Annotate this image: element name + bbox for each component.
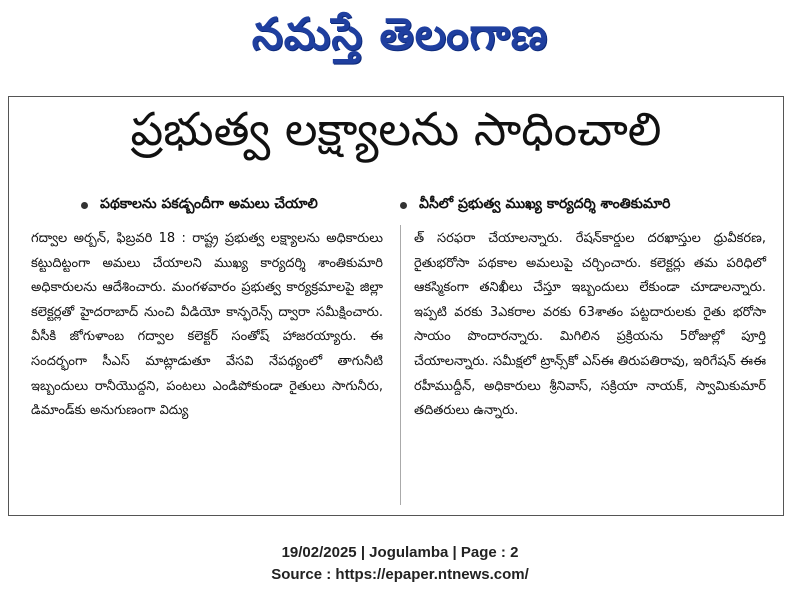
article-column-left <box>31 227 383 505</box>
masthead-title: నమస్తే తెలంగాణ <box>251 9 549 60</box>
subheads <box>9 191 783 219</box>
bullet-icon <box>400 202 407 209</box>
subhead-right-text: వీసీలో ప్రభుత్వ ముఖ్య కార్యదర్శి శాంతికుమారి <box>419 195 671 212</box>
article-column-right <box>414 227 766 505</box>
article-column-right-text: త్ సరఫరా చేయాలన్నారు. రేషన్‌కార్డుల దరఖాస్తుల ధ్రువీకరణ, రైతుభరోసా పథకాల అమలుపై చర్చించారు. కలెక్టర్లు తమ పరిధిలో ఆకస్మికంగా తనిఖీలు చేస్తూ ఇబ్బందులు లేకుండా చూడాలన్నారు. ఇప్పటి వరకు 3ఎకరాల వరకు 63శాతం పట్టదారులకు రైతు భరోసా సాయం పొందారన్నారు. మిగిలిన ప్రక్రియను 5రోజుల్లో పూర్తి చేయాలన్నారు. సమీక్షలో ట్రాన్స్‌కో ఎస్‌ఈ తిరుపతిరావు, ఇరిగేషన్ ఈఈ రహీముద్దీన్, అధికారులు శ్రీనివాస్, సక్రియా నాయక్, స్వామికుమార్ తదితరులు ఉన్నారు. <box>414 231 766 419</box>
subhead-left-text: పథకాలను పకడ్బందీగా అమలు చేయాలి <box>100 195 318 212</box>
article-headline-block <box>9 102 783 165</box>
article-body <box>31 227 766 505</box>
article-headline: ప్రభుత్వ లక్ష్యాలను సాధించాలి <box>130 102 662 156</box>
footer-source: Source : https://epaper.ntnews.com/ <box>271 566 529 583</box>
article-clipping <box>8 96 784 516</box>
footer-date-edition: 19/02/2025 | Jogulamba | Page : 2 <box>281 544 519 561</box>
bullet-icon <box>81 202 88 209</box>
footer <box>0 542 800 586</box>
subhead-right <box>396 191 783 219</box>
masthead-logo <box>0 0 800 80</box>
article-column-left-text: గద్వాల అర్బన్, ఫిబ్రవరి 18 : రాష్ట్ర ప్రభుత్వ లక్ష్యాలను అధికారులు కట్టుదిట్టంగా అమలు చేయాలని ముఖ్య కార్యదర్శి శాంతికుమారి అధికారులను ఆదేశించారు. మంగళవారం ప్రభుత్వ కార్యక్రమాలపై జిల్లా కలెక్టర్లతో హైదరాబాద్ నుంచి వీడియో కాన్ఫరెన్స్ ద్వారా సమీక్షించారు. వీసీకి జోగుళాంబ గద్వాల కలెక్టర్ సంతోష్ హాజరయ్యారు. ఈ సందర్భంగా సీఎస్ మాట్లాడుతూ వేసవి నేపథ్యంలో తాగునీటి ఇబ్బందులు రానీయొద్దని, పంటలు ఎండిపోకుండా రైతులు సాగునీరు, డిమాండ్‌కు అనుగుణంగా విద్యు <box>31 231 383 419</box>
subhead-left <box>9 191 396 219</box>
